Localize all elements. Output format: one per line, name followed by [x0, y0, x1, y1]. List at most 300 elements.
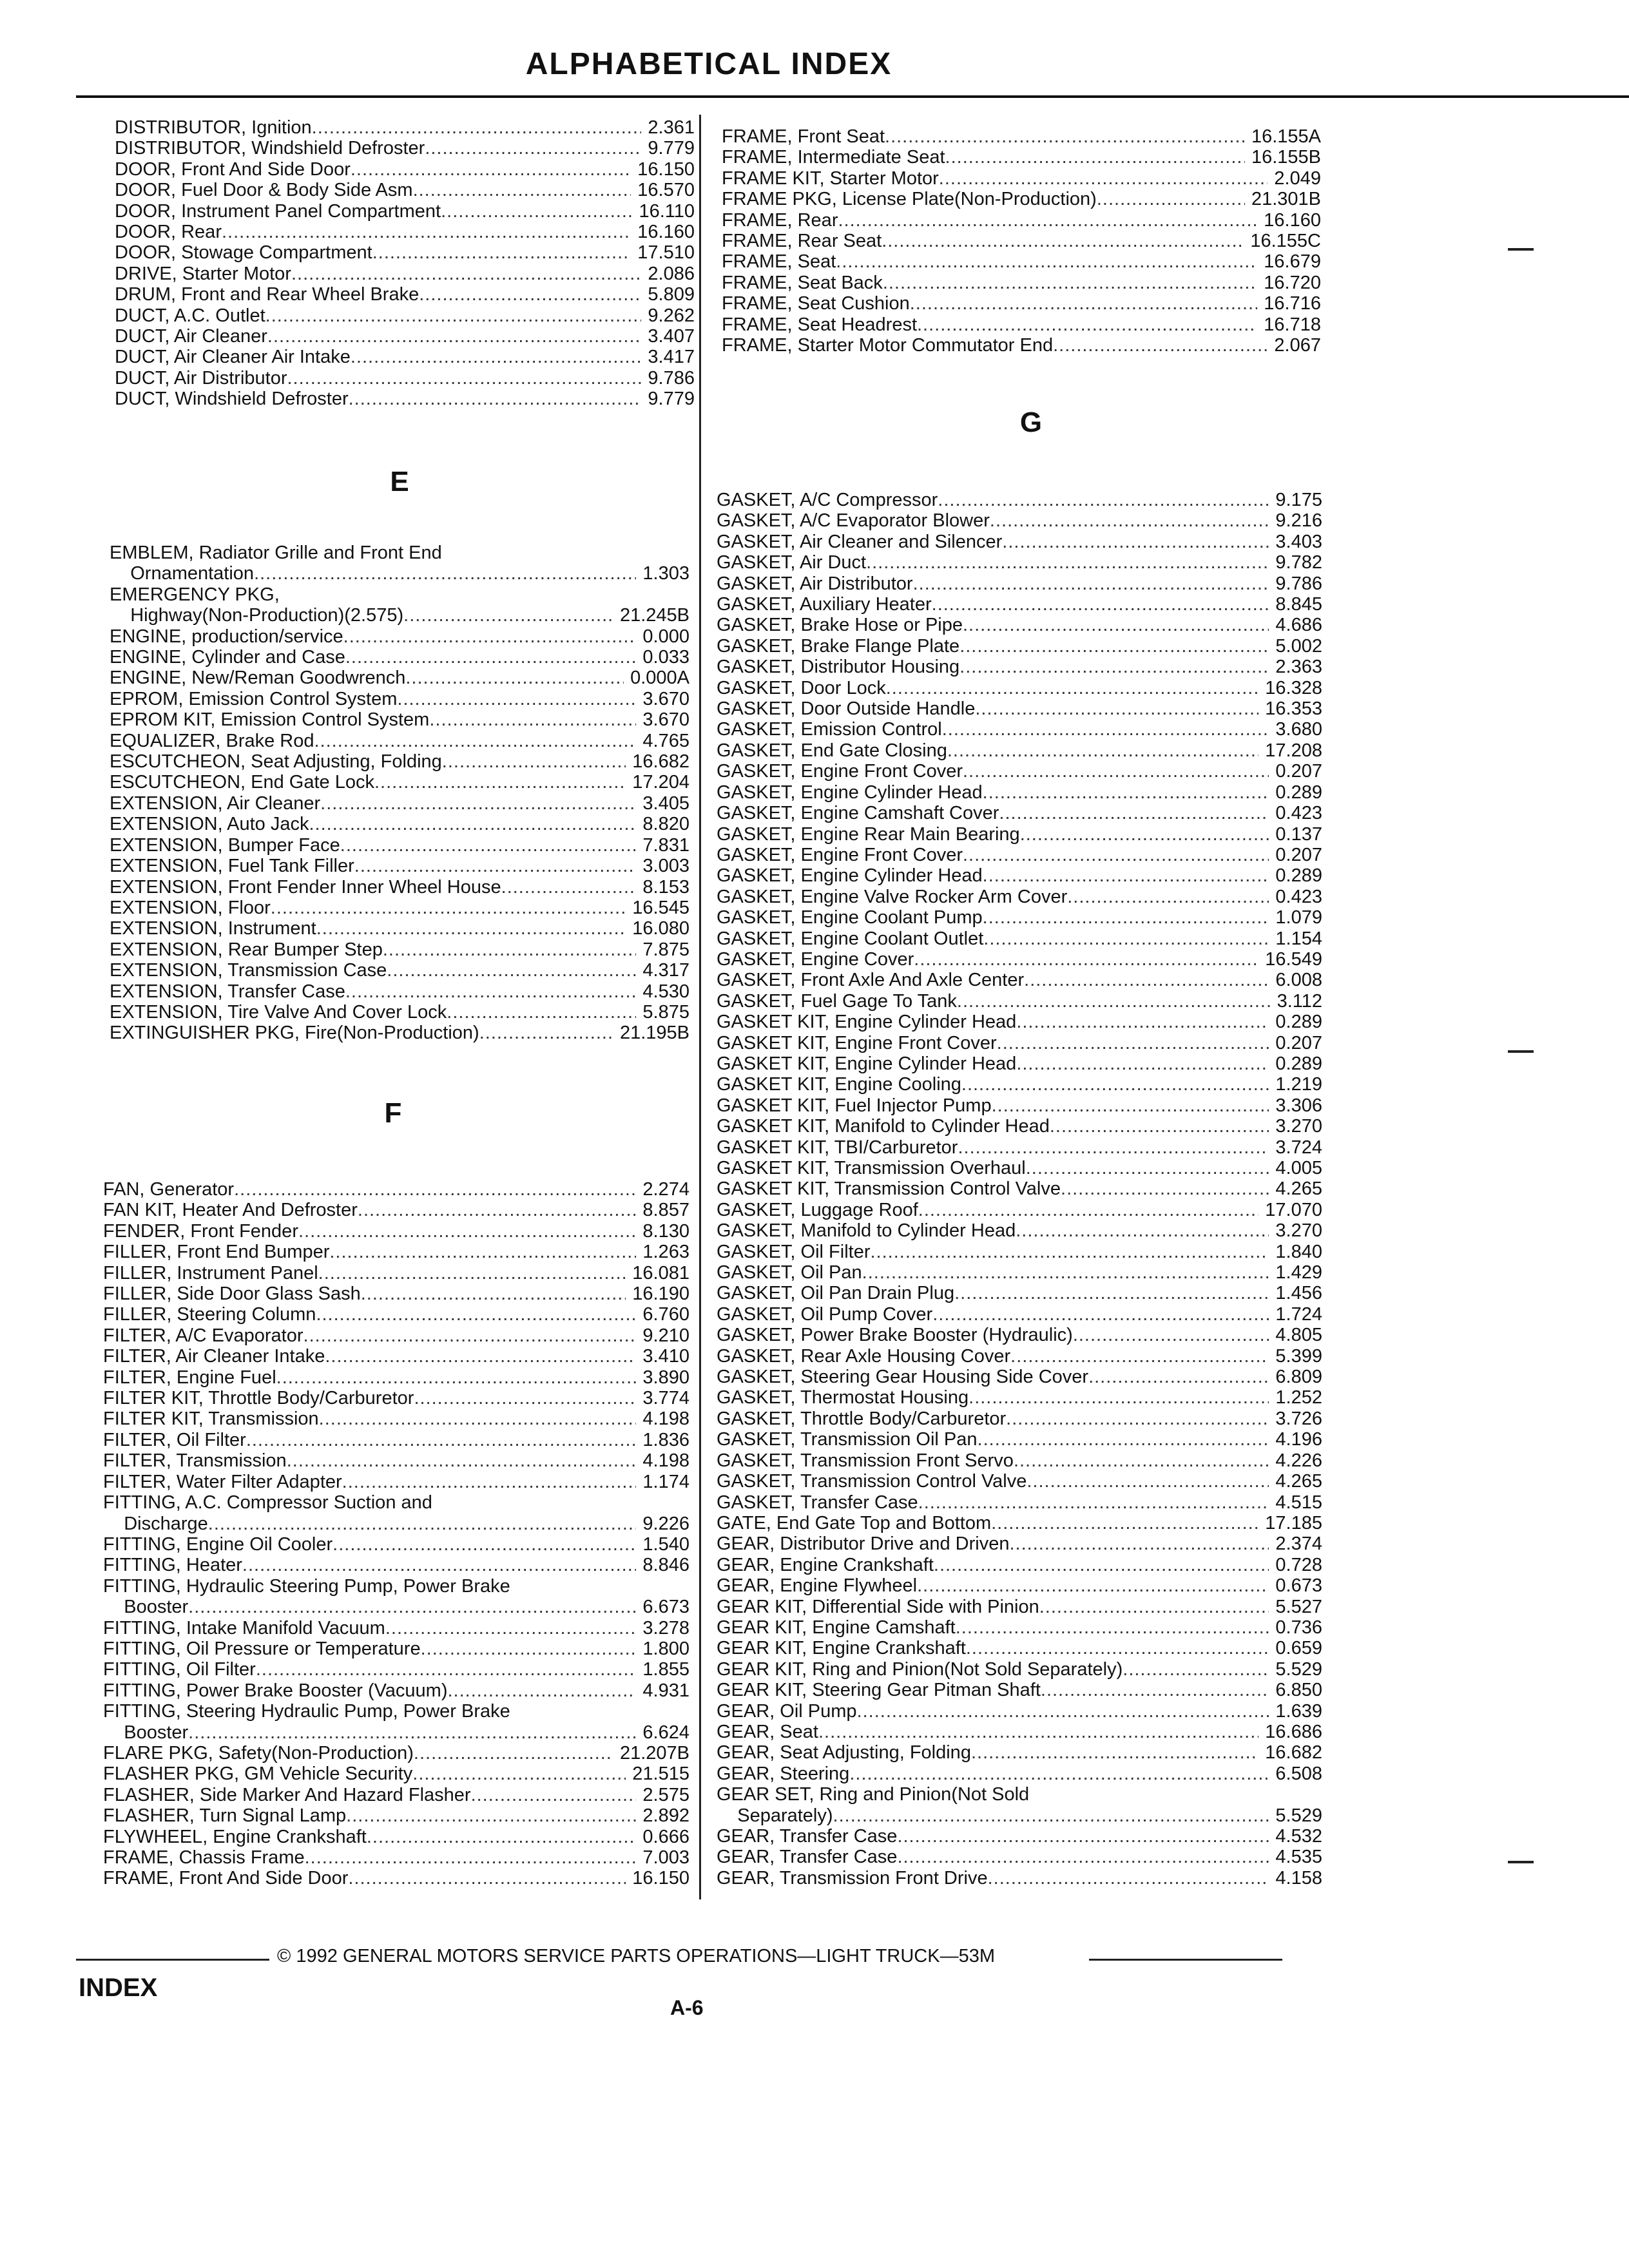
dot-leader [938, 490, 1269, 510]
index-entry [717, 761, 1322, 782]
entry-name: FRAME, Front Seat [722, 126, 885, 147]
index-entry [103, 1659, 689, 1680]
entry-name: GASKET, Transfer Case [717, 1492, 918, 1513]
entry-page-ref: 3.410 [642, 1346, 689, 1367]
entry-name: GASKET, Air Duct [717, 552, 867, 573]
index-entry [115, 180, 695, 200]
dot-leader [992, 1095, 1269, 1116]
entry-page-ref: 0.137 [1275, 823, 1322, 845]
dot-leader [387, 960, 636, 981]
dot-leader [429, 709, 636, 730]
index-entry [717, 1763, 1322, 1784]
index-entry [103, 1805, 689, 1826]
entry-name: DUCT, Air Cleaner [115, 326, 267, 347]
entry-page-ref: 9.175 [1275, 490, 1322, 510]
index-entry [103, 1680, 689, 1701]
index-entry [717, 1220, 1322, 1241]
entry-name: GASKET, Transmission Front Servo [717, 1450, 1014, 1471]
section-letter-g: G [1019, 407, 1043, 438]
dot-leader [957, 991, 1271, 1012]
entry-page-ref: 17.070 [1265, 1199, 1322, 1220]
index-entry [115, 242, 695, 263]
entry-name: GASKET, Air Distributor [717, 573, 913, 594]
entry-name: EXTENSION, Bumper Face [110, 834, 340, 856]
index-entry [717, 1178, 1322, 1199]
index-entry [722, 147, 1321, 168]
entry-page-ref: 0.000 [642, 626, 689, 647]
entry-page-ref: 17.204 [632, 772, 689, 793]
entry-page-ref: 9.226 [642, 1513, 689, 1534]
entry-page-ref: 8.846 [642, 1555, 689, 1576]
entry-name: EXTENSION, Auto Jack [110, 814, 309, 835]
entry-name: GEAR, Transmission Front Drive [717, 1867, 988, 1888]
entry-name: FITTING, Oil Filter [103, 1659, 256, 1680]
dot-leader [479, 1023, 613, 1043]
dot-leader [871, 1242, 1269, 1262]
dot-leader [1073, 1325, 1269, 1345]
entry-name: GEAR, Distributor Drive and Driven [717, 1533, 1010, 1555]
index-entry [103, 1430, 689, 1450]
entry-name: EPROM, Emission Control System [110, 688, 398, 709]
index-entry [103, 1618, 689, 1639]
entry-name: GASKET, Transmission Oil Pan [717, 1429, 978, 1450]
entry-name: DOOR, Stowage Compartment [115, 242, 372, 264]
dot-leader [983, 782, 1269, 803]
index-entry [115, 326, 695, 347]
index-entry [717, 782, 1322, 803]
entry-name: EXTENSION, Rear Bumper Step [110, 939, 383, 960]
index-entry [103, 1492, 689, 1513]
dot-leader [913, 573, 1269, 594]
entry-name: DISTRIBUTOR, Ignition [115, 117, 312, 138]
index-entry [722, 335, 1321, 356]
entry-page-ref: 21.207B [619, 1742, 689, 1763]
entry-page-ref: 9.779 [648, 138, 695, 159]
dot-leader [934, 1555, 1269, 1575]
dot-leader [305, 1847, 637, 1868]
dot-leader [1088, 1367, 1269, 1387]
index-entry [717, 803, 1322, 823]
entry-name: GASKET, Engine Cylinder Head [717, 782, 983, 803]
index-entry [717, 1659, 1322, 1680]
entry-page-ref: 16.545 [632, 897, 689, 918]
entry-page-ref: 1.252 [1275, 1387, 1322, 1408]
entry-name: FRAME, Seat Cushion [722, 293, 910, 314]
entry-name: ENGINE, Cylinder and Case [110, 647, 345, 668]
index-entry [103, 1847, 689, 1868]
entry-name: EXTENSION, Front Fender Inner Wheel House [110, 876, 501, 898]
entry-name: FENDER, Front Fender [103, 1220, 298, 1242]
entry-page-ref: 2.086 [648, 263, 695, 284]
entry-name: DRUM, Front and Rear Wheel Brake [115, 284, 419, 305]
entry-name: FITTING, A.C. Compressor Suction and [103, 1492, 432, 1514]
index-entry [110, 751, 689, 772]
entry-name: DUCT, Windshield Defroster [115, 389, 349, 410]
entry-name: GEAR, Seat [717, 1721, 818, 1742]
dot-leader [333, 1534, 636, 1555]
dot-leader [991, 1513, 1258, 1533]
entry-name: FRAME, Intermediate Seat [722, 147, 945, 168]
index-entry [103, 1408, 689, 1429]
entry-name: Booster [103, 1722, 189, 1743]
entry-name: DUCT, Air Distributor [115, 367, 287, 389]
entry-page-ref: 17.208 [1265, 740, 1322, 761]
entry-name: EQUALIZER, Brake Rod [110, 730, 314, 751]
entry-page-ref: 16.718 [1264, 314, 1321, 335]
index-entry [103, 1283, 689, 1304]
index-entry [110, 939, 689, 960]
index-entry [722, 314, 1321, 335]
index-entry [717, 573, 1322, 594]
entry-page-ref: 5.875 [642, 1001, 689, 1023]
entry-name: FRAME PKG, License Plate(Non-Production) [722, 189, 1097, 210]
index-entry [717, 594, 1322, 615]
index-entry [103, 1367, 689, 1388]
entry-name: GEAR SET, Ring and Pinion(Not Sold [717, 1784, 1030, 1805]
index-entry [722, 293, 1321, 314]
entry-page-ref: 4.686 [1275, 615, 1322, 636]
entry-page-ref: 16.081 [632, 1262, 689, 1283]
entry-name: GASKET KIT, Engine Cylinder Head [717, 1053, 1017, 1074]
index-entry [717, 1868, 1322, 1888]
index-entry [115, 389, 695, 409]
entry-name: FLYWHEEL, Engine Crankshaft [103, 1826, 367, 1847]
entry-name: GASKET, Engine Coolant Outlet [717, 928, 984, 949]
entry-page-ref: 21.515 [632, 1763, 689, 1785]
dot-leader [1016, 1012, 1269, 1032]
entry-name: FILTER, Engine Fuel [103, 1367, 276, 1388]
entry-page-ref: 3.670 [642, 688, 689, 709]
entry-page-ref: 9.779 [648, 389, 695, 410]
index-entry [103, 1221, 689, 1242]
entry-name: GEAR, Oil Pump [717, 1700, 857, 1722]
footer-page-number: A-6 [670, 1996, 704, 2019]
index-entry [110, 856, 689, 876]
dot-leader [959, 657, 1269, 677]
entry-name: GASKET KIT, Manifold to Cylinder Head [717, 1116, 1050, 1137]
entry-page-ref: 3.670 [642, 709, 689, 731]
entry-name: FRAME, Front And Side Door [103, 1868, 349, 1889]
index-entry [110, 793, 689, 814]
index-entry [110, 543, 689, 563]
entry-name: GEAR KIT, Engine Camshaft [717, 1617, 956, 1638]
dot-leader [343, 626, 637, 647]
entry-name: EXTENSION, Transfer Case [110, 981, 345, 1002]
index-entry [717, 1597, 1322, 1617]
entry-name: GEAR, Engine Crankshaft [717, 1554, 934, 1575]
entry-page-ref: 1.836 [642, 1429, 689, 1450]
dot-leader [918, 1492, 1269, 1513]
index-entry [110, 709, 689, 730]
entry-name: GEAR KIT, Ring and Pinion(Not Sold Separately) [717, 1658, 1123, 1680]
index-entry [103, 1514, 689, 1534]
entry-name: EXTENSION, Fuel Tank Filler [110, 856, 354, 877]
index-entry [103, 1785, 689, 1805]
header-rule [76, 95, 1629, 98]
dot-leader [441, 201, 632, 222]
entry-page-ref: 5.002 [1275, 635, 1322, 657]
dot-leader [983, 865, 1269, 886]
dot-leader [501, 877, 637, 898]
footer-rule [76, 1959, 269, 1961]
dot-leader [1016, 1220, 1269, 1241]
entry-page-ref: 17.185 [1265, 1512, 1322, 1533]
index-entry [717, 657, 1322, 677]
dot-leader [959, 636, 1269, 657]
entry-name: FILLER, Front End Bumper [103, 1242, 330, 1263]
index-entry [110, 1002, 689, 1023]
entry-name: DOOR, Fuel Door & Body Side Asm [115, 180, 413, 201]
dot-leader [958, 1137, 1269, 1158]
index-entry [717, 1346, 1322, 1367]
index-entry [110, 626, 689, 647]
entry-name: FRAME, Seat Back [722, 272, 883, 293]
index-entry [103, 1597, 689, 1617]
entry-page-ref: 8.845 [1275, 594, 1322, 615]
entry-page-ref: 16.686 [1265, 1721, 1322, 1742]
entry-name: GASKET, Emission Control [717, 719, 942, 740]
dot-leader [265, 305, 642, 326]
entry-page-ref: 6.008 [1275, 970, 1322, 991]
page-title: ALPHABETICAL INDEX [525, 47, 892, 81]
entry-page-ref: 1.800 [642, 1638, 689, 1659]
entry-name: GASKET, A/C Compressor [717, 490, 938, 510]
dot-leader [1002, 532, 1269, 552]
index-entry [110, 584, 689, 605]
entry-page-ref: 21.245B [619, 605, 689, 626]
entry-name: GASKET, Brake Hose or Pipe [717, 615, 963, 636]
dot-leader [917, 314, 1257, 335]
dot-leader [975, 698, 1258, 719]
index-entry [717, 1242, 1322, 1262]
dot-leader [897, 1826, 1269, 1847]
index-entry [717, 845, 1322, 865]
entry-page-ref: 8.820 [642, 814, 689, 835]
index-entry [722, 168, 1321, 189]
index-entry [110, 689, 689, 709]
dot-leader [351, 159, 631, 180]
dot-leader [298, 1221, 636, 1242]
index-entry [115, 305, 695, 326]
entry-page-ref: 1.219 [1275, 1074, 1322, 1095]
index-entry [110, 960, 689, 981]
left-column-e-section [110, 543, 689, 1044]
dot-leader [405, 668, 624, 688]
entry-name: FITTING, Intake Manifold Vacuum [103, 1617, 385, 1639]
entry-page-ref: 4.198 [642, 1408, 689, 1430]
dot-leader [419, 284, 641, 305]
entry-name: GASKET KIT, Engine Front Cover [717, 1032, 997, 1053]
dot-leader [966, 1638, 1269, 1658]
dot-leader [997, 1033, 1269, 1053]
dot-leader [342, 1472, 637, 1492]
entry-name: FITTING, Hydraulic Steering Pump, Power Brake [103, 1575, 510, 1597]
entry-name: GASKET, Manifold to Cylinder Head [717, 1220, 1016, 1242]
index-entry [717, 970, 1322, 990]
entry-page-ref: 1.079 [1275, 907, 1322, 928]
entry-name: GASKET, Engine Cylinder Head [717, 865, 983, 887]
dot-leader [320, 793, 636, 814]
entry-name: FILTER, Water Filter Adapter [103, 1471, 342, 1492]
entry-name: Booster [103, 1597, 189, 1618]
entry-name: GEAR, Seat Adjusting, Folding [717, 1742, 971, 1763]
index-entry [722, 189, 1321, 209]
dot-leader [287, 1450, 637, 1471]
entry-page-ref: 6.850 [1275, 1680, 1322, 1701]
entry-page-ref: 7.003 [642, 1847, 689, 1868]
index-entry [717, 991, 1322, 1012]
index-entry [717, 928, 1322, 949]
dot-leader [188, 1722, 636, 1743]
entry-name: GEAR, Steering [717, 1763, 850, 1784]
entry-name: GASKET, Throttle Body/Carburetor [717, 1408, 1007, 1429]
entry-name: GASKET, Engine Camshaft Cover [717, 803, 999, 824]
dot-leader [969, 1387, 1269, 1408]
entry-name: GASKET, Fuel Gage To Tank [717, 990, 957, 1012]
index-entry [103, 1263, 689, 1283]
dot-leader [1097, 189, 1245, 209]
dot-leader [246, 1430, 637, 1450]
entry-page-ref: 7.875 [642, 939, 689, 960]
entry-page-ref: 4.226 [1275, 1450, 1322, 1471]
right-column-g-section [717, 490, 1322, 1888]
index-entry [103, 1868, 689, 1888]
index-entry [115, 368, 695, 389]
entry-name: GASKET, Engine Front Cover [717, 761, 963, 782]
entry-name: EXTENSION, Instrument [110, 918, 316, 939]
entry-page-ref: 1.840 [1275, 1241, 1322, 1262]
dot-leader [978, 1429, 1269, 1450]
dot-leader [354, 856, 637, 876]
dot-leader [374, 772, 626, 793]
entry-page-ref: 16.080 [632, 918, 689, 939]
entry-page-ref: 9.262 [648, 305, 695, 326]
dot-leader [447, 1002, 636, 1023]
entry-page-ref: 0.207 [1275, 1032, 1322, 1053]
entry-name: FITTING, Engine Oil Cooler [103, 1533, 333, 1555]
footer-rule [1089, 1959, 1282, 1961]
entry-page-ref: 2.049 [1274, 168, 1321, 189]
entry-page-ref: 8.857 [642, 1200, 689, 1221]
index-entry [103, 1534, 689, 1555]
entry-name: GASKET KIT, Transmission Overhaul [717, 1158, 1026, 1178]
entry-page-ref: 0.207 [1275, 761, 1322, 782]
entry-name: GASKET, Oil Pan [717, 1262, 862, 1283]
entry-name: GASKET, Engine Rear Main Bearing [717, 823, 1020, 845]
index-entry [717, 1617, 1322, 1638]
dot-leader [358, 1200, 637, 1220]
entry-page-ref: 1.154 [1275, 928, 1322, 949]
index-entry [717, 1367, 1322, 1387]
section-letter-e: E [390, 466, 409, 497]
index-entry [717, 740, 1322, 761]
index-entry [110, 563, 689, 584]
entry-page-ref: 6.508 [1275, 1763, 1322, 1784]
dot-leader [983, 928, 1269, 949]
entry-page-ref: 3.405 [642, 793, 689, 814]
dot-leader [999, 803, 1269, 823]
entry-name: FILLER, Instrument Panel [103, 1262, 318, 1283]
entry-name: EXTENSION, Tire Valve And Cover Lock [110, 1001, 447, 1023]
entry-page-ref: 16.160 [637, 222, 695, 243]
entry-name: GASKET, Brake Flange Plate [717, 635, 960, 657]
index-entry [722, 273, 1321, 293]
dot-leader [222, 222, 631, 242]
dot-leader [325, 1346, 636, 1367]
index-entry [110, 731, 689, 751]
dot-leader [1026, 1158, 1269, 1178]
dot-leader [914, 949, 1258, 970]
dot-leader [1020, 824, 1269, 845]
entry-page-ref: 16.720 [1264, 272, 1321, 293]
index-entry [103, 1325, 689, 1346]
dot-leader [414, 1743, 613, 1763]
dot-leader [947, 740, 1258, 761]
entry-page-ref: 0.033 [642, 647, 689, 668]
entry-name: FLASHER, Turn Signal Lamp [103, 1805, 347, 1827]
dot-leader [319, 1408, 637, 1429]
entry-page-ref: 4.535 [1275, 1847, 1322, 1868]
entry-name: GEAR, Transfer Case [717, 1847, 898, 1868]
entry-page-ref: 9.786 [648, 367, 695, 389]
index-entry [717, 719, 1322, 740]
entry-name: GEAR, Transfer Case [717, 1826, 898, 1847]
index-entry [717, 1450, 1322, 1471]
entry-name: EXTINGUISHER PKG, Fire(Non-Production) [110, 1023, 479, 1044]
index-entry [717, 1701, 1322, 1722]
entry-name: GEAR, Engine Flywheel [717, 1575, 918, 1597]
entry-name: EXTENSION, Air Cleaner [110, 793, 321, 814]
dot-leader [1053, 335, 1268, 356]
index-entry [717, 1033, 1322, 1053]
entry-name: GASKET, Oil Pump Cover [717, 1303, 933, 1325]
entry-name: FITTING, Steering Hydraulic Pump, Power Brake [103, 1701, 510, 1722]
dot-leader [329, 1242, 636, 1262]
entry-page-ref: 5.527 [1275, 1596, 1322, 1617]
dot-leader [276, 1367, 637, 1388]
dot-leader [818, 1722, 1258, 1742]
entry-name: ENGINE, New/Reman Goodwrench [110, 668, 406, 689]
index-entry [717, 1116, 1322, 1137]
index-entry [103, 1346, 689, 1367]
entry-name: FILTER, A/C Evaporator [103, 1325, 304, 1346]
entry-page-ref: 3.403 [1275, 531, 1322, 552]
index-entry [722, 251, 1321, 272]
dot-leader [316, 1304, 636, 1325]
entry-name: FAN, Generator [103, 1179, 235, 1200]
index-entry [110, 1023, 689, 1043]
entry-page-ref: 3.306 [1275, 1095, 1322, 1116]
entry-name: GASKET, Door Outside Handle [717, 698, 976, 720]
index-entry [110, 668, 689, 688]
entry-page-ref: 16.150 [632, 1868, 689, 1889]
entry-page-ref: 3.003 [642, 856, 689, 877]
index-entry [110, 877, 689, 898]
entry-name: GASKET KIT, Engine Cooling [717, 1074, 961, 1095]
entry-name: GASKET, Door Lock [717, 677, 886, 698]
dot-leader [314, 731, 637, 751]
dot-leader [425, 138, 641, 159]
index-entry [110, 918, 689, 939]
section-letter-f: F [384, 1097, 402, 1129]
entry-page-ref: 2.067 [1274, 335, 1321, 356]
entry-page-ref: 6.673 [642, 1597, 689, 1618]
index-entry [103, 1639, 689, 1659]
entry-page-ref: 0.728 [1275, 1554, 1322, 1575]
entry-page-ref: 4.198 [642, 1450, 689, 1472]
index-entry [115, 117, 695, 138]
entry-page-ref: 8.130 [642, 1220, 689, 1242]
